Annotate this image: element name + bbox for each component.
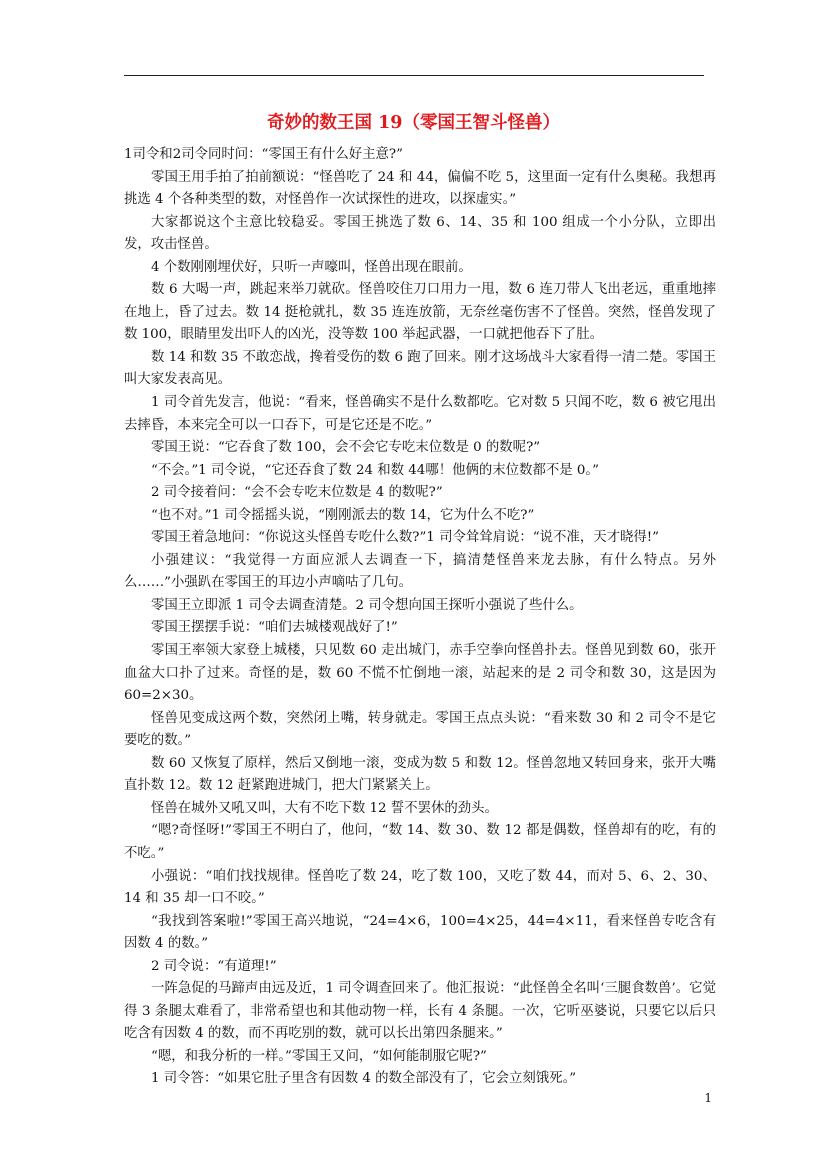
paragraph: 数 14 和数 35 不敢恋战，搀着受伤的数 6 跑了回来。刚才这场战斗大家看得一清二楚。零国王叫大家发表高见。 xyxy=(124,349,716,388)
paragraph: “不会。”1 司令说，“它还吞食了数 24 和数 44哪！他俩的末位数都不是 0。” xyxy=(151,462,599,478)
paragraph: 怪兽见变成这两个数，突然闭上嘴，转身就走。零国王点点头说：“看来数 30 和 2 司令不是它要吃的数。” xyxy=(124,710,716,749)
paragraph: 1司令和2司令同时问：“零国王有什么好主意?” xyxy=(124,147,403,162)
paragraph: 小强说：“咱们找找规律。怪兽吃了数 24，吃了数 100，又吃了数 44，而对 5、6、2、30、14 和 35 却一口不咬。” xyxy=(124,868,716,907)
document-title: 奇妙的数王国 19（零国王智斗怪兽） xyxy=(267,113,560,133)
paragraph: 2 司令说：“有道理!” xyxy=(151,958,277,974)
paragraph: 一阵急促的马蹄声由远及近，1 司令调查回来了。他汇报说：“此怪兽全名叫‘三腿食数兽’。它觉得 3 条腿太难看了，非常希望也和其他动物一样，长有 4 条腿。一次，它听巫婆说，只要它以后只吃含有因数 4 的数，而不再吃别的数，就可以长出第四条腿来。” xyxy=(124,981,716,1042)
paragraph: 零国王着急地问：“你说这头怪兽专吃什么数?”1 司令耸耸肩说：“说不准，天才晓得!” xyxy=(151,530,659,546)
paragraph: 零国王用手拍了拍前额说：“怪兽吃了 24 和 44，偏偏不吃 5，这里面一定有什么奥秘。我想再挑选 4 个各种类型的数，对怪兽作一次试探性的进攻，以探虚实。” xyxy=(124,169,716,208)
paragraph: 数 60 又恢复了原样，然后又倒地一滚，变成为数 5 和数 12。怪兽忽地又转回身来，张开大嘴直扑数 12。数 12 赶紧跑进城门，把大门紧紧关上。 xyxy=(124,755,716,794)
paragraph: 零国王说：“它吞食了数 100，会不会它专吃末位数是 0 的数呢?” xyxy=(151,440,541,456)
paragraph: 1 司令答：“如果它肚子里含有因数 4 的数全部没有了，它会立刻饿死。” xyxy=(151,1071,577,1087)
paragraph: 怪兽在城外又吼又叫，大有不吃下数 12 誓不罢休的劲头。 xyxy=(151,800,498,816)
paragraph: 大家都说这个主意比较稳妥。零国王挑选了数 6、14、35 和 100 组成一个小分队，立即出发，攻击怪兽。 xyxy=(124,214,716,253)
paragraph: 2 司令接着问：“会不会专吃末位数是 4 的数呢?” xyxy=(151,485,443,501)
paragraph: 1 司令首先发言，他说：“看来，怪兽确实不是什么数都吃。它对数 5 只闻不吃，数 6 被它甩出去摔昏，本来完全可以一口吞下，可是它还是不吃。” xyxy=(124,395,716,433)
page-number: 1 xyxy=(704,1091,712,1105)
paragraph: 数 6 大喝一声，跳起来举刀就砍。怪兽咬住刀口用力一甩，数 6 连刀带人飞出老远，重重地摔在地上，昏了过去。数 14 挺枪就扎，数 35 连连放箭，无奈丝毫伤害不了怪兽。突然，怪兽发现了数 100，眼睛里发出吓人的凶光，没等数 100 举起武器，一口就把他吞下了肚。 xyxy=(124,282,716,343)
header-rule xyxy=(124,75,704,76)
paragraph: 零国王摆摆手说：“咱们去城楼观战好了!” xyxy=(151,620,398,636)
paragraph: “嗯，和我分析的一样。”零国王又问，“如何能制服它呢?” xyxy=(151,1048,487,1064)
paragraph: 零国王立即派 1 司令去调查清楚。2 司令想向国王探听小强说了些什么。 xyxy=(151,597,583,613)
paragraph: “我找到答案啦!”零国王高兴地说，“24=4×6，100=4×25，44=4×11，看来怪兽专吃含有因数 4 的数。” xyxy=(124,913,716,952)
paragraph: 小强建议：“我觉得一方面应派人去调查一下，搞清楚怪兽来龙去脉，有什么特点。另外么……”小强趴在零国王的耳边小声嘀咕了几句。 xyxy=(124,552,716,591)
paragraph: 4 个数刚刚埋伏好，只听一声嚎叫，怪兽出现在眼前。 xyxy=(151,259,472,275)
paragraph: 零国王率领大家登上城楼，只见数 60 走出城门，赤手空拳向怪兽扑去。怪兽见到数 60，张开血盆大口扑了过来。奇怪的是，数 60 不慌不忙倒地一滚，站起来的是 2 司令和数 30，这是因为 60=2×30。 xyxy=(124,643,716,704)
document-body xyxy=(124,144,716,1091)
paragraph: “嗯?奇怪呀!”零国王不明白了，他问，“数 14、数 30、数 12 都是偶数，怪兽却有的吃，有的不吃。” xyxy=(124,823,716,861)
paragraph: “也不对。”1 司令摇摇头说，“刚刚派去的数 14，它为什么不吃?” xyxy=(151,507,535,523)
